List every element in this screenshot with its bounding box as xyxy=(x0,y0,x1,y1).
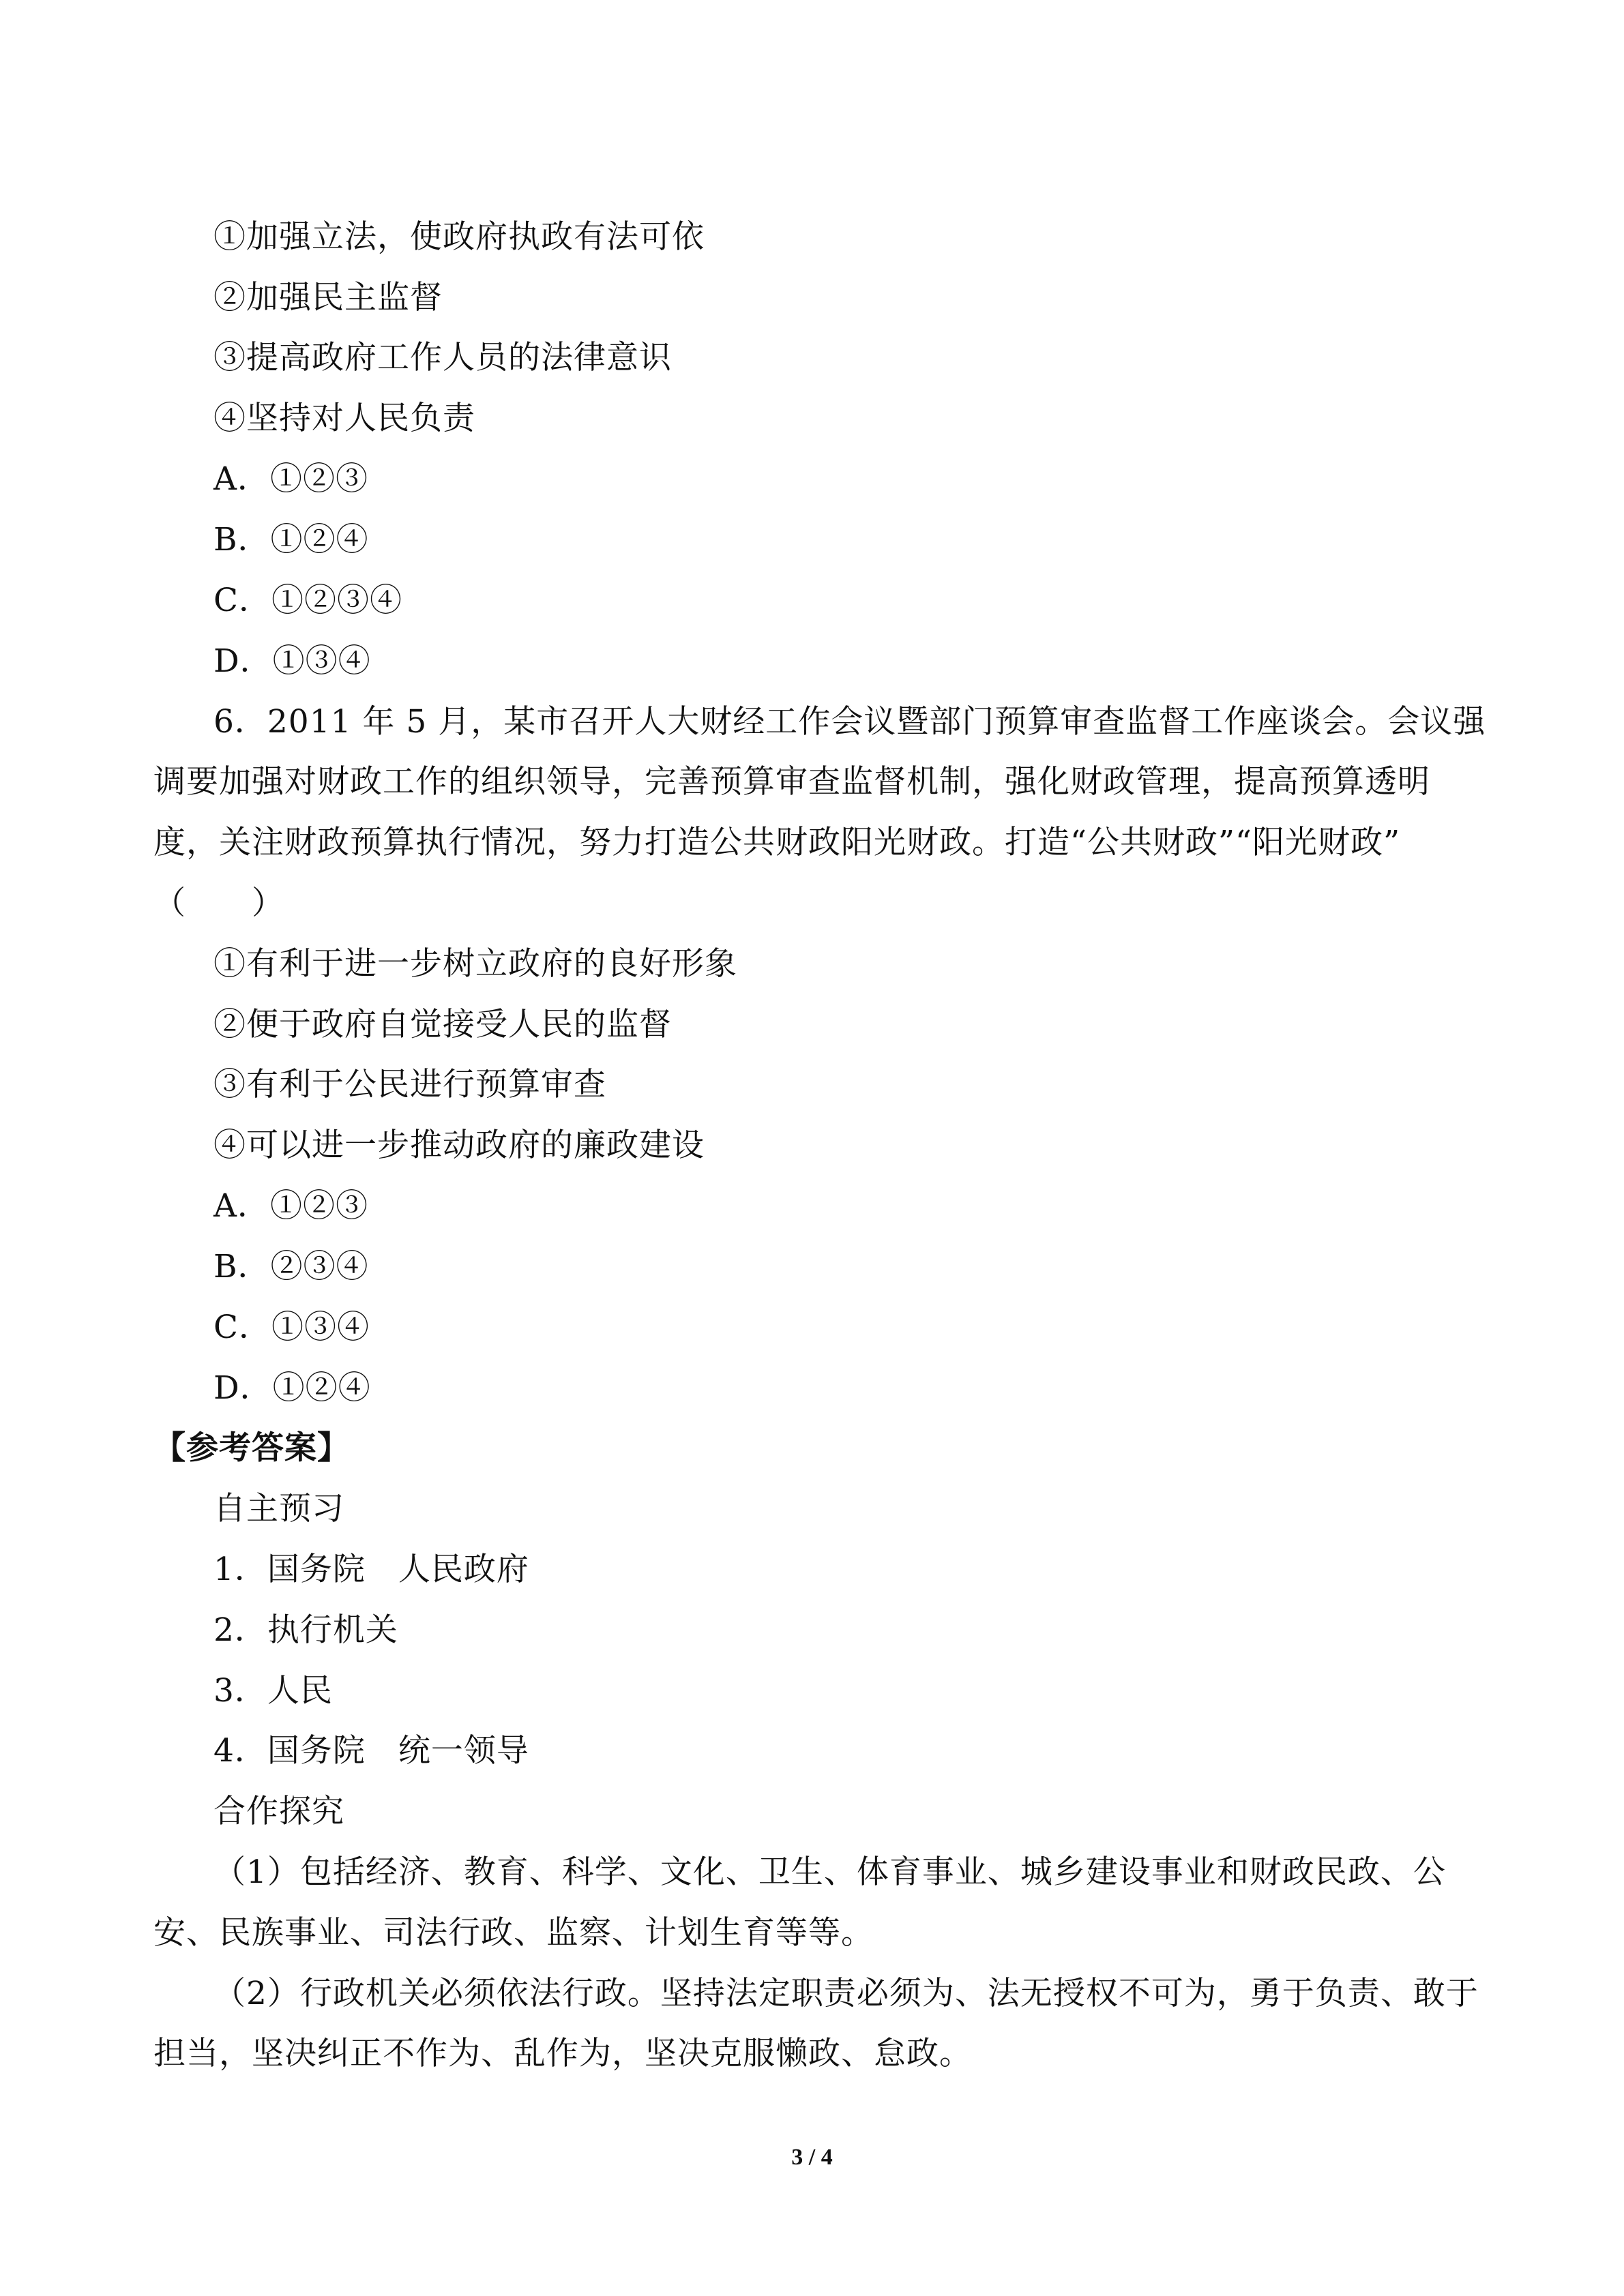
q5-option-3: ③提高政府工作人员的法律意识 xyxy=(213,339,672,376)
cooperation-answer-1-line-2: 安、民族事业、司法行政、监察、计划生育等等。 xyxy=(153,1914,874,1952)
q5-option-2: ②加强民主监督 xyxy=(213,279,443,316)
self-study-title: 自主预习 xyxy=(213,1490,344,1527)
cooperation-answer-1-line-1: （1）包括经济、教育、科学、文化、卫生、体育事业、城乡建设事业和财政民政、公 xyxy=(213,1853,1446,1891)
q5-option-4: ④坚持对人民负责 xyxy=(213,400,475,437)
q6-choice-c: C．①③④ xyxy=(213,1309,370,1346)
self-study-item-3: 3．人民 xyxy=(213,1672,333,1710)
reference-heading: 【参考答案】 xyxy=(153,1429,350,1467)
q6-choice-b: B．②③④ xyxy=(213,1248,369,1285)
self-study-item-4: 4．国务院 统一领导 xyxy=(213,1732,529,1770)
cooperation-answer-2-line-1: （2）行政机关必须依法行政。坚持法定职责必须为、法无授权不可为，勇于负责、敢于 xyxy=(213,1975,1479,2012)
self-study-item-1: 1．国务院 人民政府 xyxy=(213,1551,529,1588)
q5-choice-b: B．①②④ xyxy=(213,521,369,558)
q6-option-4: ④可以进一步推动政府的廉政建设 xyxy=(213,1127,705,1164)
q5-choice-a: A．①②③ xyxy=(213,460,368,498)
q5-choice-d: D．①③④ xyxy=(213,642,371,680)
q6-stem-line-3: 度，关注财政预算执行情况，努力打造公共财政阳光财政。打造“公共财政”“阳光财政” xyxy=(153,824,1401,861)
self-study-item-2: 2．执行机关 xyxy=(213,1611,398,1649)
q6-choice-d: D．①②④ xyxy=(213,1369,371,1407)
q6-option-1: ①有利于进一步树立政府的良好形象 xyxy=(213,945,737,983)
q6-option-3: ③有利于公民进行预算审查 xyxy=(213,1066,606,1103)
page-number: 3 / 4 xyxy=(791,2145,833,2170)
q6-stem-blank: （ ） xyxy=(153,884,284,922)
q5-option-1: ①加强立法，使政府执政有法可依 xyxy=(213,218,705,256)
cooperation-title: 合作探究 xyxy=(213,1793,344,1830)
q6-stem-line-2: 调要加强对财政工作的组织领导，完善预算审查监督机制，强化财政管理，提高预算透明 xyxy=(153,763,1430,801)
q5-choice-c: C．①②③④ xyxy=(213,582,402,619)
q6-choice-a: A．①②③ xyxy=(213,1187,368,1225)
q6-stem-line-1: 6．2011 年 5 月，某市召开人大财经工作会议暨部门预算审查监督工作座谈会。会议强 xyxy=(213,703,1486,741)
cooperation-answer-2-line-2: 担当，坚决纠正不作为、乱作为，坚决克服懒政、怠政。 xyxy=(153,2035,972,2072)
q6-option-2: ②便于政府自觉接受人民的监督 xyxy=(213,1006,672,1043)
